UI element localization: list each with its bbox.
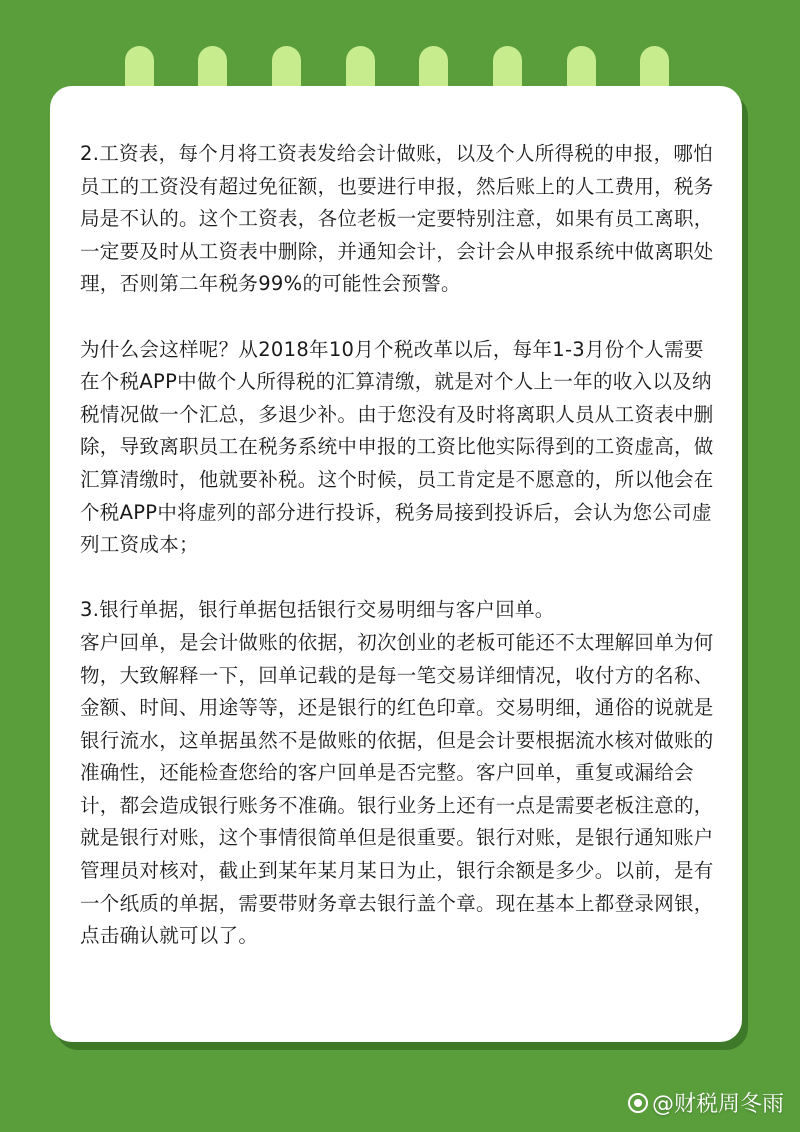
paragraph-payroll: 2.工资表，每个月将工资表发给会计做账，以及个人所得税的申报，哪怕员工的工资没有超过免征额，也要进行申报，然后账上的人工费用，税务局是不认的。这个工资表，各位老板一定要特别注意，如果有员工离职，一定要及时从工资表中删除，并通知会计，会计会从申报系统中做离职处理，否则第二年税务99%的可能性会预警。 (80, 142, 714, 296)
watermark-text: @财税周冬雨 (651, 1092, 784, 1117)
paragraph-reason: 为什么会这样呢？从2018年10月个税改革以后，每年1-3月份个人需要在个税APP中做个人所得税的汇算清缴，就是对个人上一年的收入以及纳税情况做一个汇总，多退少补。由于您没有及时将离职人员从工资表中删除，导致离职员工在税务系统中申报的工资比他实际得到的工资虚高，做汇算清缴时，他就要补税。这个时候，员工肯定是不愿意的，所以他会在个税APP中将虚列的部分进行投诉，税务局接到投诉后，会认为您公司虚列工资成本； (80, 337, 714, 557)
watermark (628, 1087, 784, 1118)
article-body (80, 138, 720, 985)
paragraph-bank-heading: 3.银行单据，银行单据包括银行交易明细与客户回单。 (80, 598, 555, 622)
paw-icon (628, 1093, 648, 1113)
paragraph-bank-detail: 客户回单，是会计做账的依据，初次创业的老板可能还不太理解回单为何物，大致解释一下，回单记载的是每一笔交易详细情况，收付方的名称、金额、时间、用途等等，还是银行的红色印章。交易明细，通俗的说就是银行流水，这单据虽然不是做账的依据，但是会计要根据流水核对做账的准确性，还能检查您给的客户回单是否完整。客户回单，重复或漏给会计，都会造成银行账务不准确。银行业务上还有一点是需要老板注意的，就是银行对账，这个事情很简单但是很重要。银行对账，是银行通知账户管理员对核对，截止到某年某月某日为止，银行余额是多少。以前，是有一个纸质的单据，需要带财务章去银行盖个章。现在基本上都登录网银，点击确认就可以了。 (80, 630, 714, 948)
